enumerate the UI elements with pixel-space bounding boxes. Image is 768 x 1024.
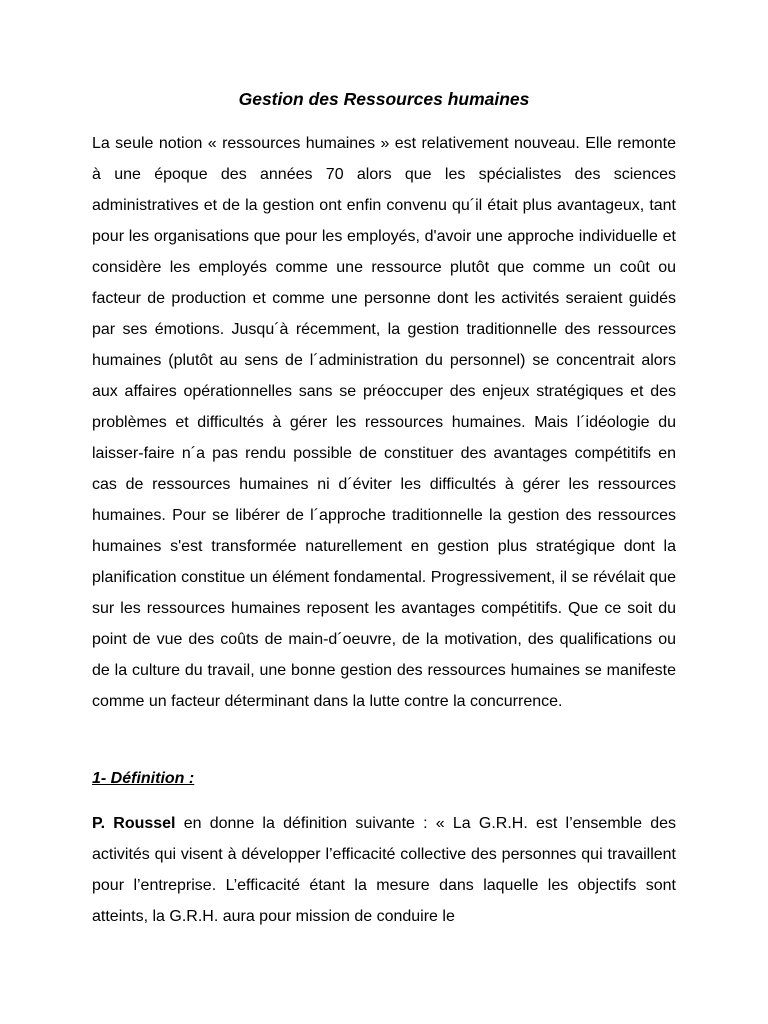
- paragraph-introduction: La seule notion « ressources humaines » est relativement nouveau. Elle remonte à une époque des années 70 alors que les spécialistes des sciences administratives et de la gestion ont enfin convenu qu´il était plus avantageux, tant pour les organisations que pour les employés, d'avoir une approche individuelle et considère les employés comme une ressource plutôt que comme un coût ou facteur de production et comme une personne dont les activités seraient guidés par ses émotions. Jusqu´à récemment, la gestion traditionnelle des ressources humaines (plutôt au sens de l´administration du personnel) se concentrait alors aux affaires opérationnelles sans se préoccuper des enjeux stratégiques et des problèmes et difficultés à gérer les ressources humaines. Mais l´idéologie du laisser-faire n´a pas rendu possible de constituer des avantages compétitifs en cas de ressources humaines ni d´éviter les difficultés à gérer les ressources humaines. Pour se libérer de l´approche traditionnelle la gestion des ressources humaines s'est transformée naturellement en gestion plus stratégique dont la planification constitue un élément fondamental. Progressivement, il se révélait que sur les ressources humaines reposent les avantages compétitifs. Que ce soit du point de vue des coûts de main-d´oeuvre, de la motivation, des qualifications ou de la culture du travail, une bonne gestion des ressources humaines se manifeste comme un facteur déterminant dans la lutte contre la concurrence.: [92, 135, 676, 710]
- paragraph-definition: [92, 808, 676, 932]
- definition-text: en donne la définition suivante : « La G.R.H. est l’ensemble des activités qui visent à développer l’efficacité collective des personnes qui travaillent pour l’entreprise. L’efficacité étant la mesure dans laquelle les objectifs sont atteints, la G.R.H. aura pour mission de conduire le: [92, 815, 676, 925]
- section-heading-definition: 1- Définition :: [92, 770, 195, 787]
- document-title: Gestion des Ressources humaines: [238, 89, 530, 109]
- author-name: P. Roussel: [92, 815, 176, 832]
